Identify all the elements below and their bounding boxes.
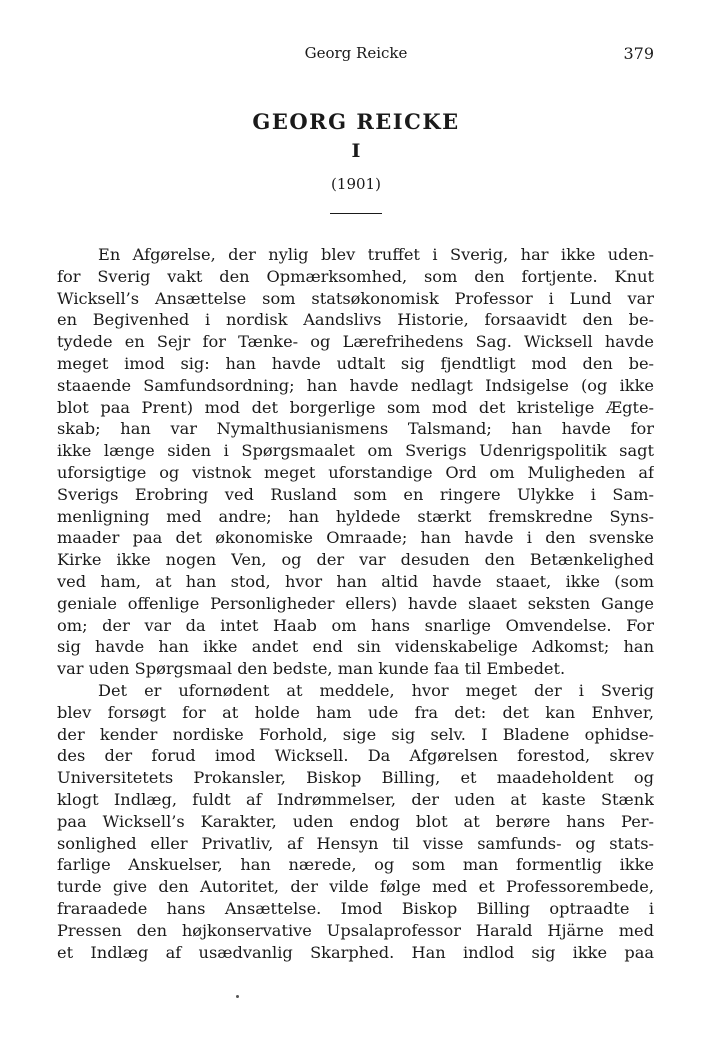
text-line: maader paa det økonomiske Omraade; han havde i den svenske bbox=[57, 528, 654, 548]
text-line: sig havde han ikke andet end sin videnskabelige Adkomst; han bbox=[57, 637, 654, 657]
body-text bbox=[57, 244, 654, 963]
text-line: paa Wicksell’s Karakter, uden endog blot at berøre hans Per- bbox=[57, 811, 654, 831]
text-line: fraraadede hans Ansættelse. Imod Biskop Billing optraadte i bbox=[57, 898, 654, 918]
text-line: geniale offenlige Personligheder ellers) havde slaaet seksten Gange bbox=[57, 593, 654, 613]
text-line: ikke længe siden i Spørgsmaalet om Sverigs Udenrigspolitik sagt bbox=[57, 441, 654, 461]
text-line: Pressen den højkonservative Upsalaprofessor Harald Hjärne med bbox=[57, 920, 654, 940]
text-line: Kirke ikke nogen Ven, og der var desuden den Betænkelighed bbox=[57, 550, 654, 570]
text-line: blev forsøgt for at holde ham ude fra det: det kan Enhver, bbox=[57, 702, 654, 722]
chapter-year: (1901) bbox=[331, 175, 381, 193]
text-line: om; der var da intet Haab om hans snarlige Omvendelse. For bbox=[57, 615, 654, 635]
text-line: Wicksell’s Ansættelse som statsøkonomisk Professor i Lund var bbox=[57, 288, 654, 308]
text-line: staaende Samfundsordning; han havde nedlagt Indsigelse (og ikke bbox=[57, 375, 654, 395]
print-speck bbox=[236, 995, 239, 998]
chapter-title: GEORG REICKE bbox=[252, 109, 460, 134]
text-line: for Sverig vakt den Opmærksomhed, som den fortjente. Knut bbox=[57, 266, 654, 286]
text-line: En Afgørelse, der nylig blev truffet i Sverig, har ikke uden- bbox=[98, 245, 654, 264]
text-line: skab; han var Nymalthusianismens Talsmand; han havde for bbox=[57, 419, 654, 439]
text-line: der kender nordiske Forhold, sige sig selv. I Bladene ophidse- bbox=[57, 724, 654, 744]
heading-rule bbox=[330, 213, 382, 214]
text-line: Det er ufornødent at meddele, hvor meget der i Sverig bbox=[98, 680, 654, 700]
text-line: sonlighed eller Privatliv, af Hensyn til visse samfunds- og stats- bbox=[57, 833, 654, 853]
text-line: var uden Spørgsmaal den bedste, man kunde faa til Embedet. bbox=[57, 659, 566, 679]
text-line: blot paa Prent) mod det borgerlige som mod det kristelige Ægte- bbox=[57, 397, 654, 417]
text-line: Sverigs Erobring ved Rusland som en ringere Ulykke i Sam- bbox=[57, 484, 654, 504]
text-line: Universitetets Prokansler, Biskop Billing, et maadeholdent og bbox=[57, 768, 654, 788]
text-line: des der forud imod Wicksell. Da Afgørelsen forestod, skrev bbox=[57, 746, 654, 766]
text-line: uforsigtige og vistnok meget uforstandige Ord om Muligheden af bbox=[57, 462, 654, 482]
text-line: ved ham, at han stod, hvor han altid havde staaet, ikke (som bbox=[57, 571, 654, 591]
text-line: meget imod sig: han havde udtalt sig fjendtligt mod den be- bbox=[57, 353, 654, 373]
chapter-part-number: I bbox=[351, 140, 361, 162]
text-line: turde give den Autoritet, der vilde følge med et Professorembede, bbox=[57, 877, 654, 897]
text-line: et Indlæg af usædvanlig Skarphed. Han indlod sig ikke paa bbox=[57, 942, 654, 962]
chapter-heading bbox=[0, 108, 712, 214]
text-line: klogt Indlæg, fuldt af Indrømmelser, der uden at kaste Stænk bbox=[57, 789, 654, 809]
text-line: farlige Anskuelser, han nærede, og som man formentlig ikke bbox=[57, 855, 654, 875]
text-line: menligning med andre; han hyldede stærkt fremskredne Syns- bbox=[57, 506, 654, 526]
page-number: 379 bbox=[623, 44, 654, 63]
text-line: en Begivenhed i nordisk Aandslivs Historie, forsaavidt den be- bbox=[57, 310, 654, 330]
running-head-title: Georg Reicke bbox=[304, 44, 408, 62]
text-line: tydede en Sejr for Tænke- og Lærefrihedens Sag. Wicksell havde bbox=[57, 332, 654, 352]
running-head bbox=[0, 44, 712, 68]
